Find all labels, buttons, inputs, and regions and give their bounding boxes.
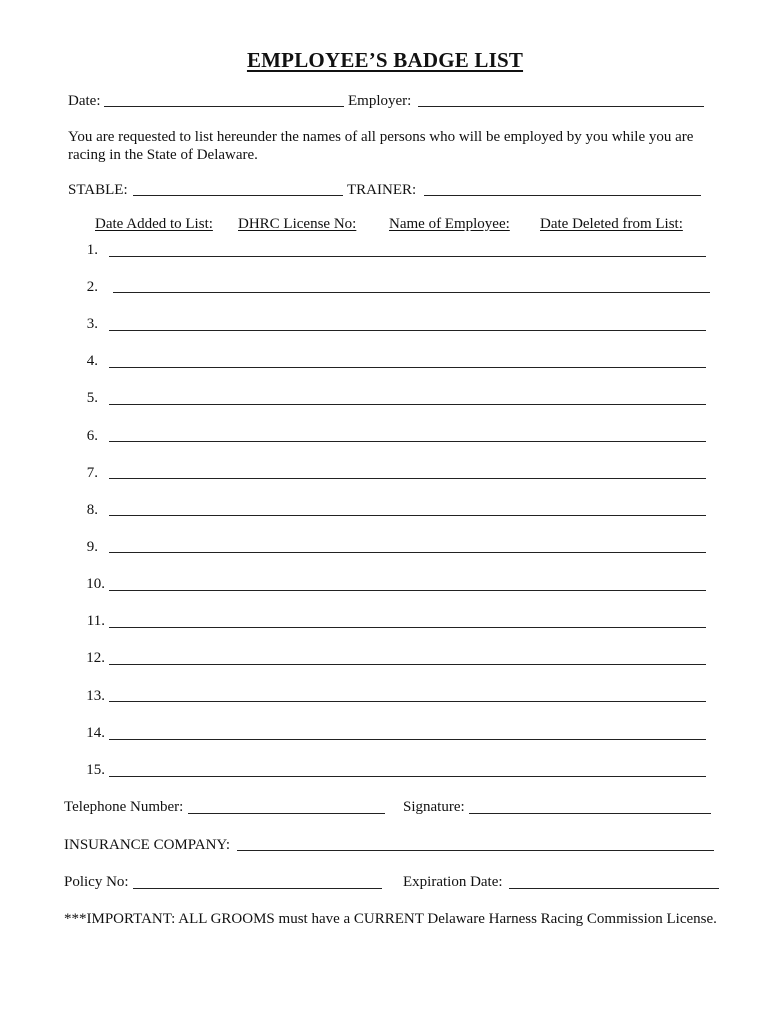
employer-field[interactable] (418, 106, 704, 107)
date-field[interactable] (104, 106, 344, 107)
employer-label: Employer: (348, 93, 412, 109)
row-number: 15. (86, 762, 105, 778)
row-number: 10. (86, 576, 105, 592)
row-line[interactable] (113, 292, 710, 293)
row-line[interactable] (109, 441, 706, 442)
column-header-date-deleted: Date Deleted from List: (540, 216, 683, 232)
telephone-field[interactable] (188, 813, 385, 814)
policy-field[interactable] (133, 888, 382, 889)
signature-label: Signature: (403, 799, 465, 815)
date-label: Date: (68, 93, 101, 109)
row-line[interactable] (109, 478, 706, 479)
stable-field[interactable] (133, 195, 343, 196)
policy-label: Policy No: (64, 874, 129, 890)
row-line[interactable] (109, 739, 706, 740)
row-line[interactable] (109, 664, 706, 665)
row-line[interactable] (109, 515, 706, 516)
row-number: 9. (86, 539, 98, 555)
row-line[interactable] (109, 256, 706, 257)
instructions-line-1: You are requested to list hereunder the names of all persons who will be employed by you while you are (68, 129, 694, 145)
row-number: 7. (86, 465, 98, 481)
expiration-field[interactable] (509, 888, 719, 889)
row-number: 11. (86, 613, 105, 629)
row-number: 14. (86, 725, 105, 741)
insurance-field[interactable] (237, 850, 714, 851)
row-line[interactable] (109, 330, 706, 331)
important-notice: ***IMPORTANT: ALL GROOMS must have a CURRENT Delaware Harness Racing Commission License. (64, 911, 717, 927)
telephone-label: Telephone Number: (64, 799, 184, 815)
signature-field[interactable] (469, 813, 711, 814)
row-line[interactable] (109, 552, 706, 553)
instructions-line-2: racing in the State of Delaware. (68, 147, 258, 163)
expiration-label: Expiration Date: (403, 874, 503, 890)
trainer-label: TRAINER: (347, 182, 417, 198)
row-line[interactable] (109, 776, 706, 777)
row-line[interactable] (109, 404, 706, 405)
row-number: 1. (86, 242, 98, 258)
row-line[interactable] (109, 627, 706, 628)
row-number: 5. (86, 390, 98, 406)
row-number: 2. (86, 279, 98, 295)
column-header-employee-name: Name of Employee: (389, 216, 510, 232)
insurance-label: INSURANCE COMPANY: (64, 837, 231, 853)
column-header-license: DHRC License No: (238, 216, 357, 232)
row-number: 3. (86, 316, 98, 332)
row-number: 6. (86, 428, 98, 444)
trainer-field[interactable] (424, 195, 701, 196)
row-number: 13. (86, 688, 105, 704)
row-number: 4. (86, 353, 98, 369)
row-number: 12. (86, 650, 105, 666)
stable-label: STABLE: (68, 182, 128, 198)
row-line[interactable] (109, 590, 706, 591)
row-line[interactable] (109, 367, 706, 368)
row-line[interactable] (109, 701, 706, 702)
page-title: EMPLOYEE’S BADGE LIST (246, 48, 524, 72)
row-number: 8. (86, 502, 98, 518)
column-header-date-added: Date Added to List: (95, 216, 213, 232)
